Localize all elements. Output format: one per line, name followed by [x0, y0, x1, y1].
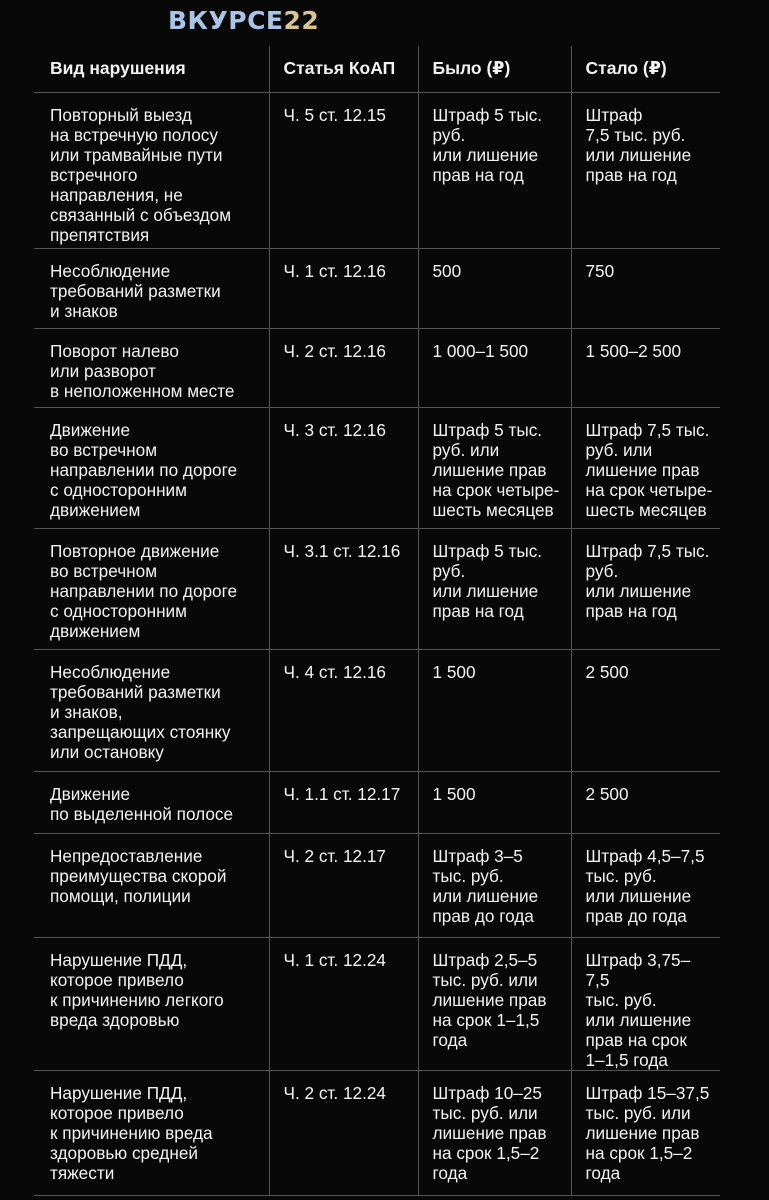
cell-article: Ч. 1 ст. 12.24	[269, 937, 418, 1070]
table-row	[34, 328, 720, 407]
cell-after: 750	[571, 248, 720, 328]
cell-after: 2 500	[571, 649, 720, 771]
cell-violation: Нарушение ПДД, которое привело к причинению вреда здоровью средней тяжести	[34, 1070, 269, 1195]
cell-before: 1 500	[418, 649, 571, 771]
table-row	[34, 833, 720, 937]
table-row	[34, 528, 720, 649]
table-row	[34, 92, 720, 248]
cell-before: Штраф 3–5 тыс. руб. или лишение прав до года	[418, 833, 571, 937]
cell-violation: Движение во встречном направлении по дороге с односторонним движением	[34, 407, 269, 528]
cell-before: Штраф 5 тыс. руб. или лишение прав на год	[418, 528, 571, 649]
cell-violation: Несоблюдение требований разметки и знаков, запрещающих стоянку или остановку	[34, 649, 269, 771]
cell-violation: Повторное движение во встречном направлении по дороге с односторонним движением	[34, 528, 269, 649]
cell-violation: Движение по выделенной полосе	[34, 771, 269, 833]
cell-violation: Непредоставление преимущества скорой помощи, полиции	[34, 833, 269, 937]
cell-after: 2 500	[571, 771, 720, 833]
cell-before: Штраф 2,5–5 тыс. руб. или лишение прав на срок 1–1,5 года	[418, 937, 571, 1070]
cell-article: Ч. 2 ст. 12.16	[269, 328, 418, 407]
cell-article: Ч. 2 ст. 12.17	[269, 833, 418, 937]
cell-before: 500	[418, 248, 571, 328]
cell-article: Ч. 5 ст. 12.15	[269, 92, 418, 248]
table-row	[34, 937, 720, 1070]
cell-article: Ч. 2 ст. 12.24	[269, 1070, 418, 1195]
cell-after: Штраф 15–37,5 тыс. руб. или лишение прав на срок 1,5–2 года	[571, 1070, 720, 1195]
cell-after: Штраф 7,5 тыс. руб. или лишение прав на год	[571, 528, 720, 649]
cell-before: 1 000–1 500	[418, 328, 571, 407]
cell-violation: Поворот налево или разворот в неположенном месте	[34, 328, 269, 407]
cell-before: Штраф 10–25 тыс. руб. или лишение прав на срок 1,5–2 года	[418, 1070, 571, 1195]
cell-after: 1 500–2 500	[571, 328, 720, 407]
header-article: Статья КоАП	[269, 46, 418, 92]
cell-violation: Повторный выезд на встречную полосу или трамвайные пути встречного направления, не связанный с объездом препятствия	[34, 92, 269, 248]
header-before: Было (₽)	[418, 46, 571, 92]
table-row	[34, 771, 720, 833]
logo-text-main: ВКУРСЕ	[168, 6, 284, 35]
header-violation: Вид нарушения	[34, 46, 269, 92]
table-header-row	[34, 46, 720, 92]
cell-after: Штраф 3,75–7,5 тыс. руб. или лишение прав на срок 1–1,5 года	[571, 937, 720, 1070]
cell-article: Ч. 4 ст. 12.16	[269, 649, 418, 771]
cell-article: Ч. 1.1 ст. 12.17	[269, 771, 418, 833]
cell-after: Штраф 7,5 тыс. руб. или лишение прав на год	[571, 92, 720, 248]
cell-before: Штраф 5 тыс. руб. или лишение прав на срок четыре- шесть месяцев	[418, 407, 571, 528]
header-after: Стало (₽)	[571, 46, 720, 92]
cell-after: Штраф 7,5 тыс. руб. или лишение прав на срок четыре- шесть месяцев	[571, 407, 720, 528]
cell-before: Штраф 5 тыс. руб. или лишение прав на год	[418, 92, 571, 248]
cell-before: 1 500	[418, 771, 571, 833]
table-row	[34, 1070, 720, 1195]
table-row	[34, 248, 720, 328]
table-row	[34, 407, 720, 528]
logo	[168, 6, 319, 36]
cell-after: Штраф 4,5–7,5 тыс. руб. или лишение прав до года	[571, 833, 720, 937]
table-row	[34, 649, 720, 771]
cell-article: Ч. 3.1 ст. 12.16	[269, 528, 418, 649]
cell-article: Ч. 1 ст. 12.16	[269, 248, 418, 328]
cell-violation: Нарушение ПДД, которое привело к причинению легкого вреда здоровью	[34, 937, 269, 1070]
logo-text-number: 22	[283, 6, 320, 35]
fines-table	[34, 46, 720, 1196]
cell-article: Ч. 3 ст. 12.16	[269, 407, 418, 528]
cell-violation: Несоблюдение требований разметки и знаков	[34, 248, 269, 328]
